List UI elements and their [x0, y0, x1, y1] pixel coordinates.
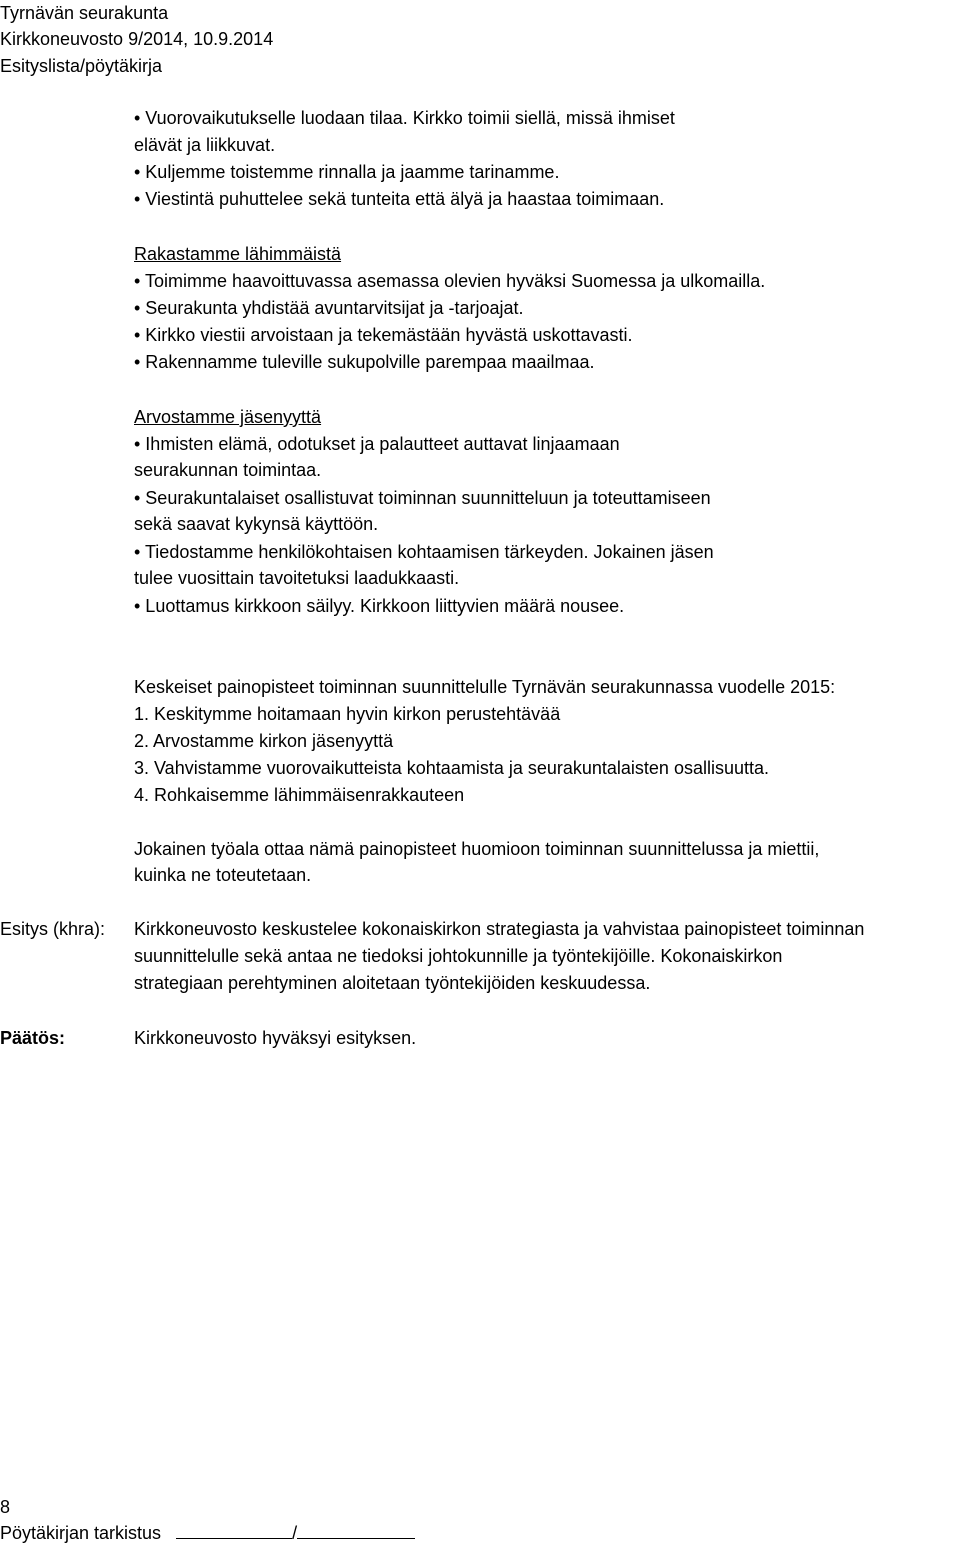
list-item: • Kuljemme toistemme rinnalla ja jaamme tarinamme.	[134, 162, 560, 182]
section-heading-rakastamme: Rakastamme lähimmäistä	[134, 244, 342, 264]
list-item: sekä saavat kykynsä käyttöön.	[134, 514, 379, 534]
proposal-text: Kirkkoneuvosto keskustelee kokonaiskirkon strategiasta ja vahvistaa painopisteet toiminnan	[134, 919, 865, 939]
priority-item: 3. Vahvistamme vuorovaikutteista kohtaamista ja seurakuntalaisten osallisuutta.	[134, 758, 769, 778]
list-item: • Ihmisten elämä, odotukset ja palautteet auttavat linjaamaan	[134, 434, 620, 454]
section-heading-arvostamme: Arvostamme jäsenyyttä	[134, 407, 322, 427]
list-item: • Seurakuntalaiset osallistuvat toiminnan suunnitteluun ja toteuttamiseen	[134, 488, 711, 508]
footer-check	[0, 1520, 415, 1546]
footer-separator: /	[292, 1523, 298, 1543]
decision-text: Kirkkoneuvosto hyväksyi esityksen.	[134, 1028, 417, 1048]
decision-label: Päätös:	[0, 1028, 66, 1048]
list-item: • Viestintä puhuttelee sekä tunteita että älyä ja haastaa toimimaan.	[134, 189, 665, 209]
proposal-text: suunnittelulle sekä antaa ne tiedoksi johtokunnille ja työntekijöille. Kokonaiskirkon	[134, 946, 783, 966]
proposal-label: Esitys (khra):	[0, 919, 106, 939]
list-item: • Tiedostamme henkilökohtaisen kohtaamisen tärkeyden. Jokainen jäsen	[134, 542, 714, 562]
list-item: seurakunnan toimintaa.	[134, 460, 322, 480]
list-item: • Kirkko viestii arvoistaan ja tekemästään hyvästä uskottavasti.	[134, 325, 633, 345]
priority-item: 2. Arvostamme kirkon jäsenyyttä	[134, 731, 394, 751]
priorities-intro: Keskeiset painopisteet toiminnan suunnittelulle Tyrnävän seurakunnassa vuodelle 2015:	[134, 677, 836, 697]
header-doc-type: Esityslista/pöytäkirja	[0, 56, 163, 76]
list-item: • Toimimme haavoittuvassa asemassa olevien hyväksi Suomessa ja ulkomailla.	[134, 271, 766, 291]
priorities-note: Jokainen työala ottaa nämä painopisteet huomioon toiminnan suunnittelussa ja miettii,	[134, 839, 820, 859]
proposal-text: strategiaan perehtyminen aloitetaan työntekijöiden keskuudessa.	[134, 973, 651, 993]
header-meeting: Kirkkoneuvosto 9/2014, 10.9.2014	[0, 29, 274, 49]
priority-item: 4. Rohkaisemme lähimmäisenrakkauteen	[134, 785, 465, 805]
list-item: • Vuorovaikutukselle luodaan tilaa. Kirkko toimii siellä, missä ihmiset	[134, 108, 675, 128]
header-org: Tyrnävän seurakunta	[0, 3, 169, 23]
list-item: • Luottamus kirkkoon säilyy. Kirkkoon liittyvien määrä nousee.	[134, 596, 625, 616]
priorities-note: kuinka ne toteutetaan.	[134, 865, 312, 885]
list-item: • Rakennamme tuleville sukupolville parempaa maailmaa.	[134, 352, 595, 372]
list-item: elävät ja liikkuvat.	[134, 135, 276, 155]
page-number: 8	[0, 1497, 11, 1517]
signature-blank-1	[176, 1520, 292, 1539]
priority-item: 1. Keskitymme hoitamaan hyvin kirkon perustehtävää	[134, 704, 561, 724]
footer-check-label: Pöytäkirjan tarkistus	[0, 1523, 162, 1543]
list-item: • Seurakunta yhdistää avuntarvitsijat ja -tarjoajat.	[134, 298, 524, 318]
list-item: tulee vuosittain tavoitetuksi laadukkaasti.	[134, 568, 460, 588]
signature-blank-2	[297, 1520, 415, 1539]
